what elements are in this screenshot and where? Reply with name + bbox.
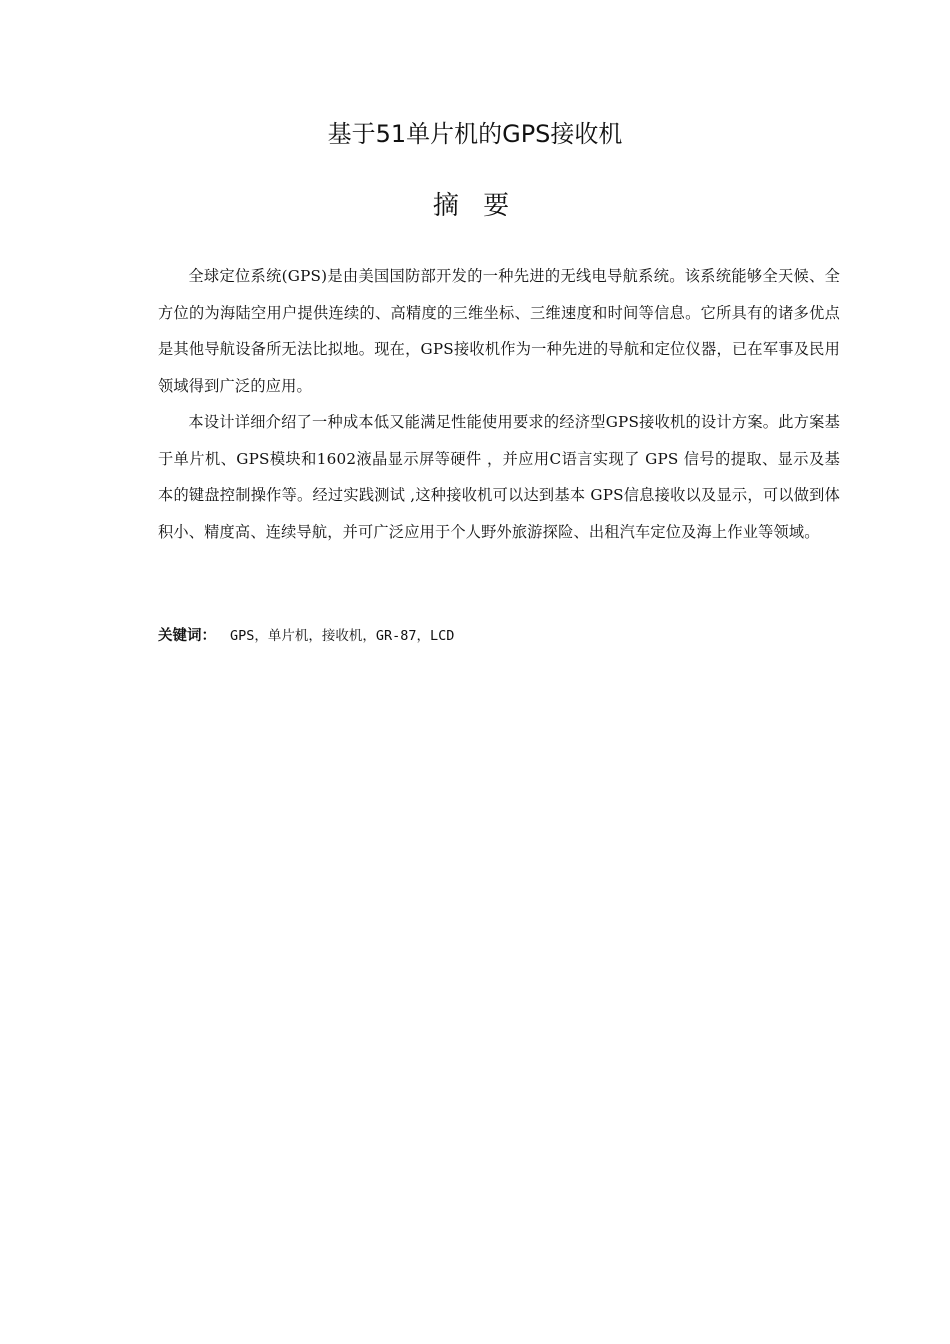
keywords-label: 关键词： (158, 628, 216, 644)
abstract-body (158, 258, 840, 550)
keywords-line (158, 622, 840, 650)
abstract-paragraph-1: 全球定位系统(GPS)是由美国国防部开发的一种先进的无线电导航系统。该系统能够全天候、全方位的为海陆空用户提供连续的、高精度的三维坐标、三维速度和时间等信息。它所具有的诸多优点是其他导航设备所无法比拟地。现在，GPS接收机作为一种先进的导航和定位仪器，已在军事及民用领域得到广泛的应用。 (158, 267, 840, 395)
abstract-heading: 摘 要 (432, 191, 518, 221)
abstract-paragraph-2: 本设计详细介绍了一种成本低又能满足性能使用要求的经济型GPS接收机的设计方案。此方案基于单片机、GPS模块和1602液晶显示屏等硬件 ，并应用C语言实现了 GPS 信号的提取、显示及基本的键盘控制操作等。经过实践测试 ,这种接收机可以达到基本 GPS信息接收以及显示，可以做到体积小、精度高、连续导航，并可广泛应用于个人野外旅游探险、出租汽车定位及海上作业等领域。 (158, 413, 840, 541)
document-title: 基于51单片机的GPS接收机 (327, 120, 623, 148)
keywords-value: GPS，单片机，接收机，GR-87，LCD (230, 628, 455, 644)
